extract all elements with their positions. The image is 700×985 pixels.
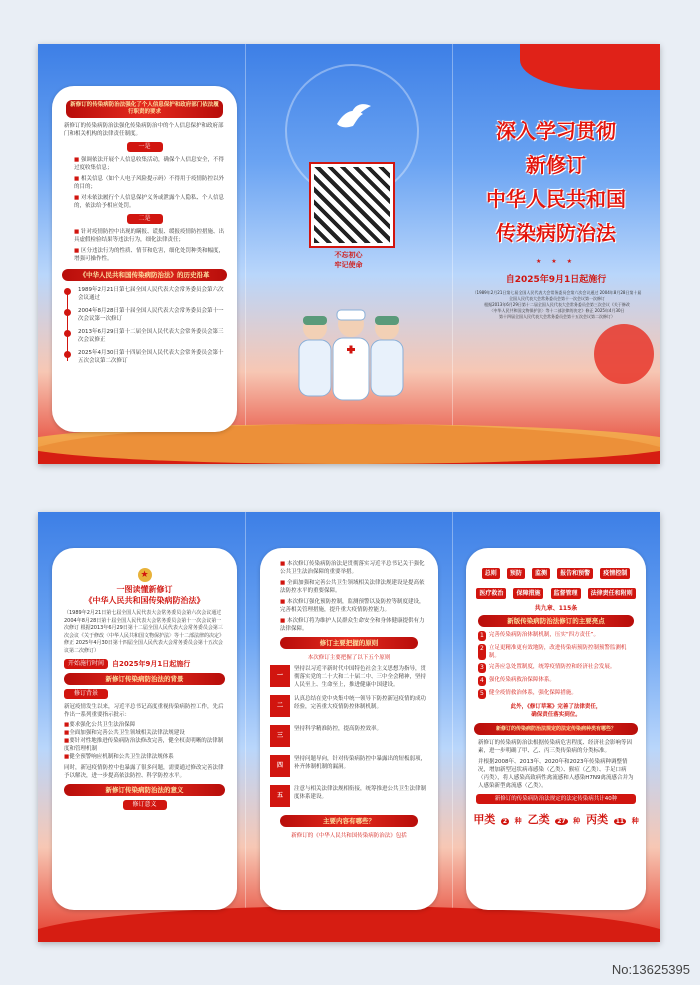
content-text: 新修订的《中华人民共和国传染病防治法》包括 [291, 833, 407, 839]
intro-text: 新修订的传染病防治法强化传染病防治中的个人信息保护和政府部门和相关机构的法律责任制度。 [64, 123, 224, 137]
principle-text: 坚持科学精准防控，提高防控效率。 [294, 726, 383, 732]
front-right-panel [452, 44, 660, 464]
chapter-tag: 总则 [482, 568, 500, 579]
principle-number: 三 [270, 725, 290, 747]
front-left-card [52, 86, 237, 432]
list-item: ■健全预警响应机制和公共卫生法律法规体系 [64, 754, 174, 760]
section-two-list [64, 228, 225, 263]
list-item: ■ 针对疫情防控中出现的瞒报、谎报、缓报疫情防控措施、出具虚假检验结果等违法行为，细化法律责任； [74, 229, 224, 243]
watermark-bar [0, 943, 700, 985]
note-line: 根据2013年6月29日第十二届全国人民代表大会常务委员会第三次会议《关于修改 [484, 302, 630, 307]
list-item: ■ 区分违法行为的性质、情节和危害，细化处罚种类和幅度，增强可操作性。 [74, 248, 224, 262]
red-wave [38, 906, 660, 942]
section-two-title: 二是 [127, 214, 163, 224]
title-line: 传染病防治法 [496, 221, 616, 245]
background-text: 新冠疫情发生以来，习近平总书记高度重视传染病防控工作，先后作出一系列重要指示批示： [64, 704, 224, 718]
principle-number: 一 [270, 665, 290, 687]
list-item: ■ 相关信息（如个人电子风险提示码）不得用于疫情防控以外的目的； [74, 176, 224, 190]
slogan [245, 250, 452, 270]
list-item: ■ 本次修订强化预防控制，监测预警以及防控等制度建设，完善相关管理措施，提升重大疫情防控能力。 [280, 599, 425, 613]
chapter-tag: 疫情控制 [600, 568, 630, 579]
highlight-item: 2 立足更精准更有效地防，改进传染病预防控制预警监测机制。 [480, 645, 627, 659]
principle-item [270, 785, 428, 811]
background-tag: 修订背景 [64, 689, 108, 699]
title-line: 深入学习贯彻 [496, 119, 616, 143]
back-sheet [38, 512, 660, 942]
background-title: 新修订传染病防治法的背景 [64, 673, 225, 685]
chapter-tags [474, 560, 638, 600]
fold-line [245, 512, 246, 942]
front-middle-panel [245, 44, 452, 464]
timeline-item: 2013年6月29日第十二届全国人民代表大会常务委员会第三次会议修正 [64, 328, 225, 344]
class-a: 甲类 2 种 [473, 813, 522, 826]
principle-item [270, 695, 428, 721]
category-text: 新修订的传染病防治法根据传染病危害程度、经济社会影响等因素，进一步明确了甲、乙、丙三类传染病的分类标准。 [478, 740, 633, 754]
timeline-item: 2004年8月28日第十届全国人民代表大会常务委员会第十一次会议第一次修订 [64, 307, 225, 323]
history-timeline [64, 286, 225, 365]
title-line: 新修订 [526, 153, 586, 177]
image-number: No:13625395 [611, 962, 690, 977]
highlight-item: 4 强化传染病救治保障体系。 [480, 677, 555, 684]
principle-item [270, 755, 428, 781]
slogan-line: 不忘初心 [334, 251, 363, 259]
chapter-tag: 医疗救治 [476, 588, 506, 599]
fold-line [452, 512, 453, 942]
dove-icon [333, 102, 373, 136]
highlight-item: 1 完善传染病防治体制机制，压实“四方责任”。 [480, 632, 600, 639]
principles-list [270, 665, 428, 811]
list-item: ■ 本次修订传染病防治法是贯彻落实习近平总书记关于强化公共卫生法治保障的重要举措。 [280, 561, 425, 575]
class-c: 丙类 11 种 [586, 813, 639, 826]
chapter-tag: 监测 [532, 568, 550, 579]
highlights-note: 此外，《修订草案》完善了法律责任， 确保责任落实到位。 [510, 704, 602, 718]
slogan-line: 牢记使命 [334, 261, 363, 269]
list-item: ■ 强调依法开展个人信息收集活动，确保个人信息安全，不得过度收集信息； [74, 157, 224, 171]
highlights-list [478, 631, 634, 699]
principle-item [270, 725, 428, 751]
section-one-list [64, 156, 225, 210]
list-item: ■全面加强和完善公共卫生领域相关法律法规建设 [64, 730, 185, 736]
red-flag-decoration [520, 44, 660, 90]
chapter-tag: 预防 [507, 568, 525, 579]
content-title: 主要内容有哪些？ [280, 815, 418, 827]
principle-text: 坚持以习近平新时代中国特色社会主义思想为指导，贯彻落实党的二十大和二十届二中、三中全会精神，坚持人民至上、生命至上，推进健康中国建设。 [294, 666, 427, 688]
highlights-title: 新版传染病防治法修订的主要亮点 [478, 615, 634, 627]
intro-ribbon: 新修订的传染病防治法强化了个人信息保护和政府部门依法履行职责的要求 [66, 100, 223, 118]
principle-number: 二 [270, 695, 290, 717]
list-item: ■要求强化公共卫生法治保障 [64, 722, 136, 728]
principles-title: 修订主要把握的原则 [280, 637, 418, 649]
list-item: ■要针对性地推进传染病防治法修改完善，健全权责明晰的法律制度和管理机制 [64, 738, 224, 752]
back-header: 一图读懂新修订 [116, 585, 173, 594]
section-one-title: 一是 [127, 142, 163, 152]
note-line: 第十四届全国人民代表大会常务委员会第十五次会议第二次修订） [499, 314, 615, 319]
timeline-item: 1989年2月21日第七届全国人民代表大会常务委员会第六次会议通过 [64, 286, 225, 302]
principle-text: 认真总结在党中央集中统一领导下防控新冠疫情的成功经验，完善重大疫情防控体制机制。 [294, 696, 427, 710]
chapter-tag: 监督管理 [551, 588, 581, 599]
cover-notes [472, 290, 642, 320]
principle-number: 四 [270, 755, 290, 777]
category-text-2: 并根据2008年、2013年、2020年和2023年传染病种调整情况，增加新型冠状病毒感染（乙类）、猴痘（乙类）、手足口病（丙类），将人感染高致病性禽流感和人感染H7N9禽流感合并为人感染新型禽流感（乙类）。 [478, 759, 634, 789]
background-text-2: 同时，新冠疫情防控中也暴露了很多问题，需要通过修改完善法律予以解决，进一步提高依法防控、科学防控水平。 [64, 765, 224, 779]
back-left-card [52, 548, 237, 910]
principle-text: 注意与相关法律法规相衔接，统筹推进公共卫生法律制度体系建设。 [294, 786, 427, 800]
list-item: ■ 对未依法履行个人信息保护义务或泄露个人隐私、个人信息的，依法给予相应处罚。 [74, 195, 224, 209]
chapter-count: 共九章、115条 [534, 605, 578, 612]
cover-title [452, 114, 660, 250]
meaning-tag: 修订意义 [123, 800, 167, 810]
note-line: 〈中华人民共和国文物保护法〉等十二部法律的决定》修正 2025年4月30日 [489, 308, 625, 313]
start-date-row [64, 659, 225, 669]
meaning-title: 新修订传染病防治法的意义 [64, 784, 225, 796]
note-line: （1989年2月21日第七届全国人民代表大会常务委员会第六次会议通过 2004年8月28日第十届全国人民代表大会常务委员会第十一次会议第一次修订 [472, 290, 642, 301]
back-right-card [466, 548, 646, 910]
flower-decoration [594, 324, 654, 384]
effective-date: 自2025年9月1日起施行 [505, 275, 607, 285]
history-title: 《中华人民共和国传染病防治法》的历史沿革 [62, 269, 227, 281]
category-title: 新修订的传染病防治法规定的法定传染病种类有哪些？ [474, 723, 638, 735]
principle-text: 坚持问题导向，针对传染病防控中暴露出的短板弱项，补齐体制机制的漏洞。 [294, 756, 427, 770]
chapter-tag: 法律责任和附则 [588, 588, 636, 599]
highlight-item: 3 完善应急处置制度，统筹疫情防控和经济社会发展。 [480, 664, 616, 671]
front-sheet [38, 44, 660, 464]
title-line: 中华人民共和国 [486, 187, 626, 211]
principles-subtitle: 本次修订主要把握了以下五个原则 [307, 655, 391, 661]
list-item: ■ 全面加强和完善公共卫生领域相关法律法规建设是提高依法防控水平的重要保障。 [280, 580, 425, 594]
class-b: 乙类 27 种 [527, 813, 581, 826]
medical-workers-illustration [291, 306, 411, 406]
list-item: ■ 本次修订将为维护人民群众生命安全和身体健康提供有力法律保障。 [280, 618, 425, 632]
principle-number: 五 [270, 785, 290, 807]
total-bar: 新修订的传染病防治法规定的法定传染病共计40种 [476, 794, 636, 804]
highlight-item: 5 健全疫情救治体系，强化保障措施。 [480, 690, 577, 697]
back-middle-card [260, 548, 438, 910]
emblem-icon: ★ [52, 562, 237, 582]
start-label: 开始施行时间 [64, 659, 108, 669]
principle-item [270, 665, 428, 691]
purpose-list [270, 560, 428, 633]
class-counts [466, 808, 646, 827]
start-value: 自2025年9月1日起施行 [112, 660, 191, 668]
chapter-tag: 报告和预警 [557, 568, 593, 579]
law-history: （1989年2月21日第七届全国人民代表大会常务委员会第六次会议通过 2004年8月28日第十届全国人民代表大会常务委员会第十一次会议第一次修订 根据2013年6月29日第十二届全国人民代表大会常务委员会第三次会议《关于修改〈中华人民共和国文物保护法〉等十二部法律的决定》修正 2025年4月30日第十四届全国人民代表大会常务委员会第十五次会议第二次修订） [64, 610, 225, 654]
law-title: 《中华人民共和国传染病防治法》 [84, 596, 205, 605]
qr-placeholder [311, 164, 393, 246]
timeline-item: 2025年4月30日第十四届全国人民代表大会常务委员会第十五次会议第二次修订 [64, 349, 225, 365]
chapter-tag: 保障措施 [513, 588, 543, 599]
star-divider: ★ ★ ★ [536, 258, 576, 265]
background-list [64, 721, 225, 761]
